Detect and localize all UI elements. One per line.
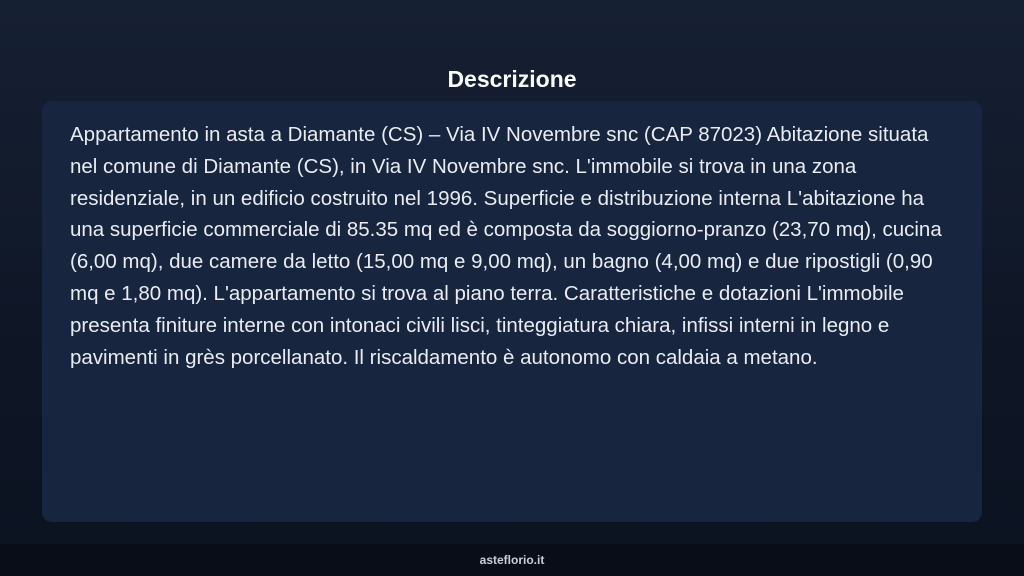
footer-brand: asteflorio.it	[479, 553, 545, 567]
description-text: Appartamento in asta a Diamante (CS) – Via IV Novembre snc (CAP 87023) Abitazione situata nel comune di Diamante (CS), in Via IV Novembre snc. L'immobile si trova in una zona residenziale, in un edificio costruito nel 1996. Superficie e distribuzione interna L'abitazione ha una superficie commerciale di 85.35 mq ed è composta da soggiorno-pranzo (23,70 mq), cucina (6,00 mq), due camere da letto (15,00 mq e 9,00 mq), un bagno (4,00 mq) e due ripostigli (0,90 mq e 1,80 mq). L'appartamento si trova al piano terra. Caratteristiche e dotazioni L'immobile presenta finiture interne con intonaci civili lisci, tinteggiatura chiara, infissi interni in legno e pavimenti in grès porcellanato. Il riscaldamento è autonomo con caldaia a metano.	[70, 123, 942, 369]
page-title: Descrizione	[447, 66, 577, 93]
footer-bar	[0, 544, 1024, 576]
description-card	[42, 101, 982, 522]
